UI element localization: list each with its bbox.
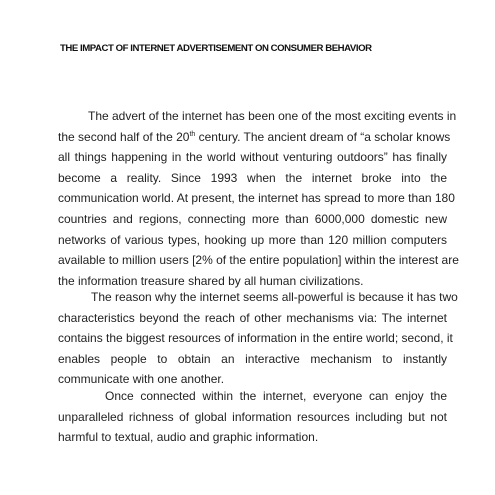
paragraph-3-line: Once connected within the internet, everyone can enjoy the (105, 389, 447, 403)
paragraph-2-line: enables people to obtain an interactive mechanism to instantly (58, 351, 447, 366)
paragraph-1-line: The advert of the internet has been one of the most exciting events in (88, 109, 457, 123)
paragraph-3-line: harmful to textual, audio and graphic information. (58, 430, 319, 445)
paragraph-2-line: contains the biggest resources of information in the entire world; second, it (58, 331, 453, 346)
line-text: the second half of the 20 (58, 129, 190, 144)
paragraph-1 (58, 106, 459, 291)
paragraph-2-line: characteristics beyond the reach of other mechanisms via: The internet (58, 310, 447, 325)
paragraph-3 (58, 386, 447, 448)
paragraph-1-line: the information treasure shared by all human civilizations. (58, 273, 364, 288)
paragraph-1-line: networks of various types, hooking up more than 120 million computers (58, 232, 447, 247)
paragraph-3-line: unparalleled richness of global information resources including but not (58, 409, 447, 424)
ordinal-suffix: th (189, 130, 196, 138)
line-text: century. The ancient dream of “a scholar knows (195, 129, 451, 144)
paragraph-1-line: communication world. At present, the internet has spread to more than 180 (58, 191, 455, 206)
paragraph-1-line: become a reality. Since 1993 when the internet broke into the (58, 170, 447, 185)
paragraph-2-line: The reason why the internet seems all-powerful is because it has two (91, 290, 458, 304)
paragraph-1-line: available to million users [2% of the entire population] within the interest are (58, 253, 459, 268)
paragraph-2 (58, 287, 458, 390)
document-title: THE IMPACT OF INTERNET ADVERTISEMENT ON CONSUMER BEHAVIOR (60, 43, 372, 54)
paragraph-1-line: all things happening in the world without venturing outdoors” has finally (58, 150, 447, 165)
paragraph-1-line (58, 127, 451, 148)
paragraph-2-line: communicate with one another. (58, 372, 225, 387)
paragraph-1-line: countries and regions, connecting more than 6000,000 domestic new (58, 211, 447, 226)
